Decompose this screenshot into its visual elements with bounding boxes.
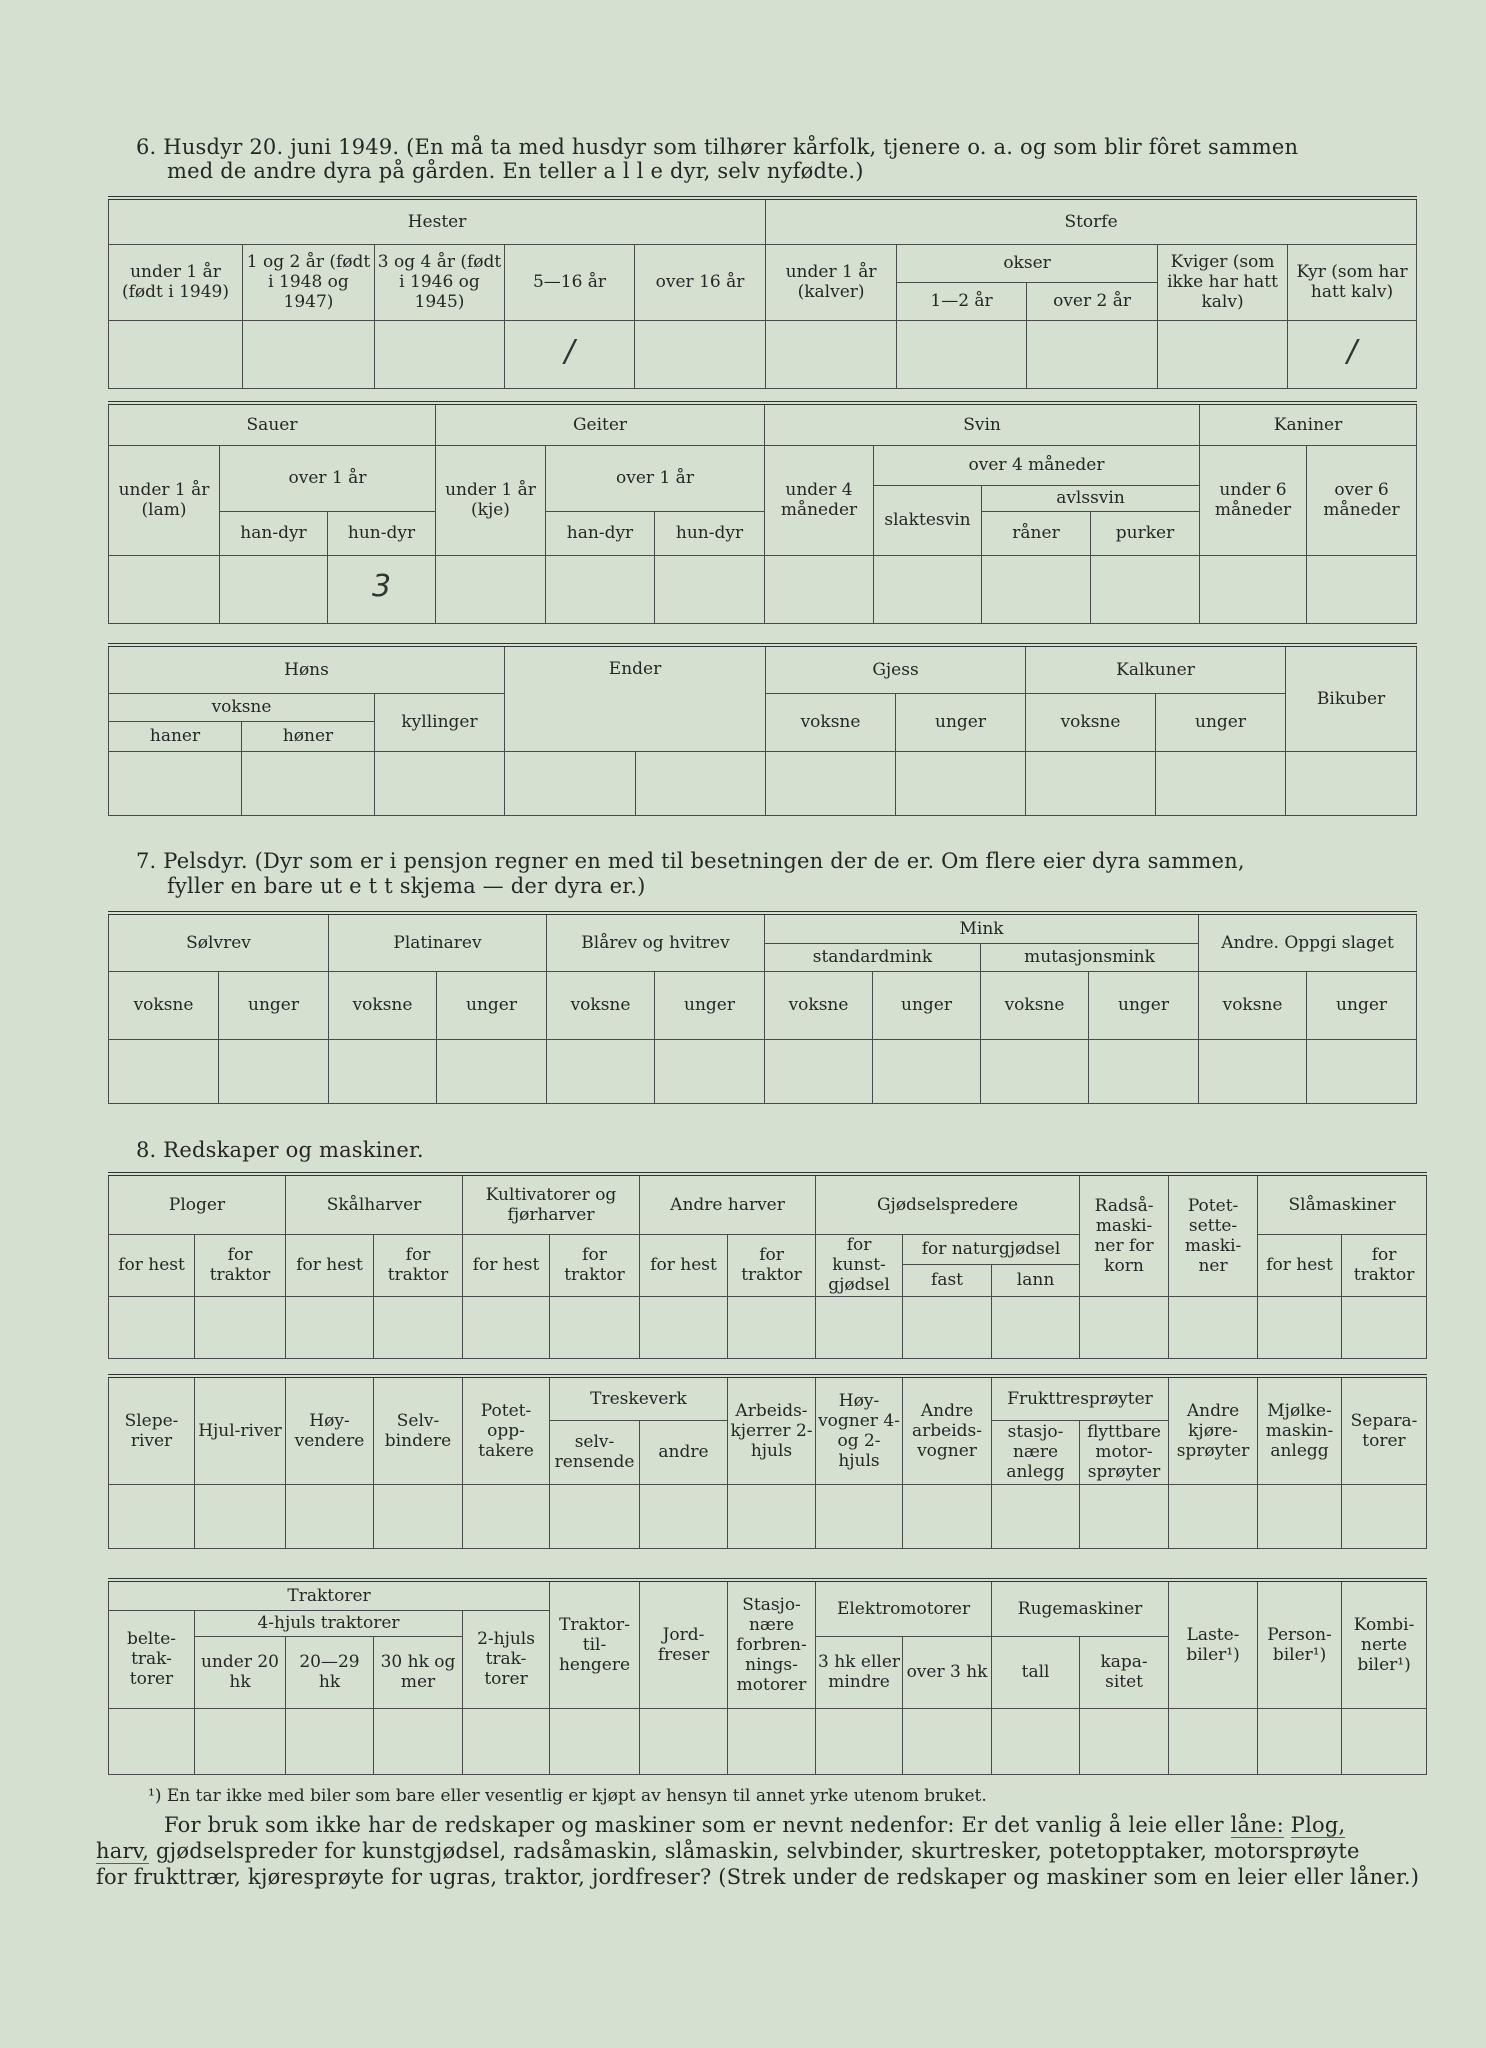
col-sau-hundyr: hun-dyr <box>328 511 436 555</box>
col-separatorer: Separa-torer <box>1342 1376 1427 1484</box>
cell[interactable] <box>640 1296 728 1358</box>
cell[interactable] <box>505 751 636 815</box>
section-6-line-2: med de andre dyra på gården. En teller a l l e dyr, selv nyfødte.) <box>167 159 864 183</box>
cell[interactable] <box>981 1039 1089 1103</box>
footnote: ¹) En tar ikke med biler som bare eller vesentlig er kjøpt av hensyn til annet yrke utenom bruket. <box>148 1786 987 1806</box>
col-hest-5-16: 5—16 år <box>505 244 635 320</box>
header-blarev: Blårev og hvitrev <box>547 913 765 971</box>
header-treskeverk: Treskeverk <box>550 1376 728 1420</box>
col-sleperiver: Slepe-river <box>109 1376 195 1484</box>
col-30-hk: 30 hk og mer <box>374 1636 463 1708</box>
table-hester-storfe <box>108 196 1417 389</box>
col-voksne: voksne <box>547 971 655 1039</box>
cell[interactable] <box>374 1484 463 1548</box>
section-8-title: 8. Redskaper og maskiner. <box>136 1138 424 1162</box>
col-personbiler: Person-biler¹) <box>1258 1580 1342 1708</box>
col-selvrensende: selv-rensende <box>550 1420 640 1484</box>
cell[interactable] <box>765 1039 873 1103</box>
cell[interactable] <box>874 555 982 623</box>
col-hest-over-16: over 16 år <box>635 244 766 320</box>
col-voksne: voksne <box>329 971 437 1039</box>
cell[interactable] <box>463 1708 550 1774</box>
cell[interactable] <box>992 1296 1080 1358</box>
col-tall: tall <box>992 1636 1080 1708</box>
table-sauer-geiter-svin-kaniner <box>108 401 1417 624</box>
cell[interactable] <box>109 1484 195 1548</box>
header-mink: Mink <box>765 913 1199 943</box>
col-kyllinger: kyllinger <box>375 693 505 751</box>
cell[interactable] <box>1026 751 1156 815</box>
cell[interactable] <box>550 1708 640 1774</box>
cell[interactable] <box>1027 320 1158 388</box>
header-over-4: over 4 måneder <box>874 445 1200 485</box>
header-okser: okser <box>897 244 1158 282</box>
col-kalver: under 1 år (kalver) <box>766 244 897 320</box>
cell[interactable] <box>728 1296 816 1358</box>
cell[interactable] <box>437 1039 547 1103</box>
col-geit-handyr: han-dyr <box>546 511 655 555</box>
cell[interactable] <box>436 555 546 623</box>
col-for-traktor: for traktor <box>374 1234 463 1296</box>
cell[interactable] <box>219 1039 329 1103</box>
col-raner: råner <box>982 511 1091 555</box>
cell[interactable] <box>286 1484 374 1548</box>
cell[interactable] <box>1258 1484 1342 1548</box>
col-lastebiler: Laste-biler¹) <box>1169 1580 1258 1708</box>
cell[interactable] <box>463 1484 550 1548</box>
handwritten-number: 3 <box>371 569 392 604</box>
cell[interactable] <box>242 751 375 815</box>
col-unger: unger <box>655 971 765 1039</box>
cell[interactable] <box>374 1708 463 1774</box>
col-andre-arbeidsvogner: Andre arbeids-vogner <box>903 1376 992 1484</box>
col-for-hest: for hest <box>286 1234 374 1296</box>
cell[interactable] <box>375 320 505 388</box>
col-unger: unger <box>1307 971 1417 1039</box>
closing-text-2: gjødselspreder for kunstgjødsel, radsåmaskin, slåmaskin, selvbinder, skurtresker, potetopptaker, motorsprøyte <box>149 1839 1360 1863</box>
col-gjess-voksne: voksne <box>766 693 896 751</box>
table-redskaper-1 <box>108 1172 1427 1359</box>
col-for-hest: for hest <box>640 1234 728 1296</box>
col-for-kunstgjodsel: for kunst-gjødsel <box>816 1234 903 1296</box>
cell[interactable] <box>109 1039 219 1103</box>
closing-line-2 <box>96 1838 1360 1865</box>
col-for-hest: for hest <box>109 1234 195 1296</box>
col-lam: under 1 år (lam) <box>109 445 220 555</box>
cell[interactable] <box>329 1039 437 1103</box>
closing-line-3: for frukttrær, kjøresprøyte for ugras, traktor, jordfreser? (Strek under de redskaper og maskiner som en leier eller låner.) <box>96 1865 1420 1889</box>
header-sau-over-1: over 1 år <box>220 445 436 511</box>
col-lann: lann <box>992 1264 1080 1296</box>
col-tresk-andre: andre <box>640 1420 728 1484</box>
cell[interactable] <box>1258 1296 1342 1358</box>
col-purker: purker <box>1091 511 1200 555</box>
cell-sau-hundyr[interactable] <box>328 555 436 623</box>
col-slaktesvin: slaktesvin <box>874 485 982 555</box>
col-for-traktor: for traktor <box>195 1234 286 1296</box>
cell[interactable] <box>1169 1296 1258 1358</box>
col-gjess-unger: unger <box>896 693 1026 751</box>
cell[interactable] <box>195 1484 286 1548</box>
cell-kyr[interactable] <box>1288 320 1417 388</box>
col-for-hest: for hest <box>463 1234 550 1296</box>
col-under-20-hk: under 20 hk <box>195 1636 286 1708</box>
col-kviger: Kviger (som ikke har hatt kalv) <box>1158 244 1288 320</box>
cell[interactable] <box>1169 1708 1258 1774</box>
col-mjolkemaskinanlegg: Mjølke-maskin-anlegg <box>1258 1376 1342 1484</box>
handwritten-mark: / <box>564 334 575 369</box>
col-kombinerte-biler: Kombi-nerte biler¹) <box>1342 1580 1427 1708</box>
col-for-traktor: for traktor <box>728 1234 816 1296</box>
cell[interactable] <box>243 320 375 388</box>
col-kanin-over-6: over 6 måneder <box>1307 445 1417 555</box>
col-sau-handyr: han-dyr <box>220 511 328 555</box>
col-for-traktor: for traktor <box>1342 1234 1427 1296</box>
cell[interactable] <box>897 320 1027 388</box>
col-geit-hundyr: hun-dyr <box>655 511 765 555</box>
table-redskaper-2 <box>108 1374 1427 1549</box>
col-potetsettemaskiner: Potet-sette-maski-ner <box>1169 1174 1258 1296</box>
cell[interactable] <box>873 1039 981 1103</box>
col-forbrenningsmotorer: Stasjo-nære forbren-nings-motorer <box>728 1580 816 1708</box>
header-svin: Svin <box>765 403 1200 445</box>
cell[interactable] <box>286 1296 374 1358</box>
col-fast: fast <box>903 1264 992 1296</box>
cell[interactable] <box>109 320 243 388</box>
col-hest-1-2: 1 og 2 år (født i 1948 og 1947) <box>243 244 375 320</box>
col-beltetraktorer: belte-trak-torer <box>109 1610 195 1708</box>
cell[interactable] <box>1286 751 1417 815</box>
col-2-hjuls: 2-hjuls trak-torer <box>463 1610 550 1708</box>
cell[interactable] <box>1156 751 1286 815</box>
cell[interactable] <box>1307 555 1417 623</box>
cell[interactable] <box>1169 1484 1258 1548</box>
cell[interactable] <box>1199 1039 1307 1103</box>
cell[interactable] <box>195 1296 286 1358</box>
underlined-laane: låne: <box>1230 1813 1284 1837</box>
header-frukttresproyter: Frukttresprøyter <box>992 1376 1169 1420</box>
col-for-hest: for hest <box>1258 1234 1342 1296</box>
header-ploger: Ploger <box>109 1174 286 1234</box>
closing-line-1 <box>164 1812 1345 1839</box>
cell[interactable] <box>1342 1296 1427 1358</box>
col-honer: høner <box>242 721 375 751</box>
header-naturgjodsel: for naturgjødsel <box>903 1234 1080 1264</box>
cell[interactable] <box>374 1296 463 1358</box>
cell[interactable] <box>1091 555 1200 623</box>
cell[interactable] <box>816 1708 903 1774</box>
header-kalkuner: Kalkuner <box>1026 645 1286 693</box>
section-6-line-1: 6. Husdyr 20. juni 1949. (En må ta med husdyr som tilhører kårfolk, tjenere o. a. og som blir fôret sammen <box>136 135 1299 159</box>
cell[interactable] <box>1307 1039 1417 1103</box>
cell-hest-5-16[interactable] <box>505 320 635 388</box>
cell[interactable] <box>992 1708 1080 1774</box>
col-kanin-under-6: under 6 måneder <box>1200 445 1307 555</box>
header-sauer: Sauer <box>109 403 436 445</box>
cell[interactable] <box>766 320 897 388</box>
header-standardmink: standardmink <box>765 943 981 971</box>
header-traktorer: Traktorer <box>109 1580 550 1610</box>
section-7-line-1: 7. Pelsdyr. (Dyr som er i pensjon regner en med til besetningen der de er. Om flere eier dyra sammen, <box>136 849 1245 873</box>
header-kultivatorer: Kultivatorer og fjørharver <box>463 1174 640 1234</box>
col-stasjonaere-anlegg: stasjo-nære anlegg <box>992 1420 1080 1484</box>
table-fjorfe <box>108 643 1417 816</box>
col-unger: unger <box>873 971 981 1039</box>
cell[interactable] <box>109 555 220 623</box>
cell[interactable] <box>1080 1296 1169 1358</box>
col-hest-under-1: under 1 år (født i 1949) <box>109 244 243 320</box>
table-redskaper-3 <box>108 1578 1427 1775</box>
cell[interactable] <box>982 555 1091 623</box>
col-okser-over-2: over 2 år <box>1027 282 1158 320</box>
col-kalkun-voksne: voksne <box>1026 693 1156 751</box>
col-3-hk-mindre: 3 hk eller mindre <box>816 1636 903 1708</box>
col-traktortilhengere: Traktor-til-hengere <box>550 1580 640 1708</box>
cell[interactable] <box>640 1484 728 1548</box>
header-kaniner: Kaniner <box>1200 403 1417 445</box>
cell[interactable] <box>1080 1484 1169 1548</box>
col-for-traktor: for traktor <box>550 1234 640 1296</box>
col-flyttbare: flyttbare motor-sprøyter <box>1080 1420 1169 1484</box>
cell[interactable] <box>550 1296 640 1358</box>
handwritten-mark: / <box>1346 334 1358 369</box>
col-hest-3-4: 3 og 4 år (født i 1946 og 1945) <box>375 244 505 320</box>
col-20-29-hk: 20—29 hk <box>286 1636 374 1708</box>
header-ender <box>505 645 766 751</box>
header-4-hjuls: 4-hjuls traktorer <box>195 1610 463 1636</box>
col-voksne: voksne <box>981 971 1089 1039</box>
header-hons: Høns <box>109 645 505 693</box>
header-gjess: Gjess <box>766 645 1026 693</box>
cell[interactable] <box>109 1296 195 1358</box>
col-kyr: Kyr (som har hatt kalv) <box>1288 244 1417 320</box>
header-solvrev: Sølvrev <box>109 913 329 971</box>
col-voksne: voksne <box>765 971 873 1039</box>
section-7-line-2: fyller en bare ut e t t skjema — der dyra er.) <box>167 874 646 898</box>
cell[interactable] <box>640 1708 728 1774</box>
col-kapasitet: kapa-sitet <box>1080 1636 1169 1708</box>
cell[interactable] <box>1158 320 1288 388</box>
header-platinarev: Platinarev <box>329 913 547 971</box>
cell[interactable] <box>903 1708 992 1774</box>
col-voksne: voksne <box>1199 971 1307 1039</box>
cell[interactable] <box>655 1039 765 1103</box>
cell[interactable] <box>816 1296 903 1358</box>
cell[interactable] <box>903 1296 992 1358</box>
cell[interactable] <box>765 555 874 623</box>
col-voksne: voksne <box>109 971 219 1039</box>
cell[interactable] <box>728 1484 816 1548</box>
col-hoyvendere: Høy-vendere <box>286 1376 374 1484</box>
cell[interactable] <box>1200 555 1307 623</box>
cell[interactable] <box>636 751 766 815</box>
col-andre-kjoresproyter: Andre kjøre-sprøyter <box>1169 1376 1258 1484</box>
col-potetopptakere: Potet-opp-takere <box>463 1376 550 1484</box>
cell[interactable] <box>903 1484 992 1548</box>
header-andre-harver: Andre harver <box>640 1174 816 1234</box>
cell[interactable] <box>1342 1708 1427 1774</box>
header-elektromotorer: Elektromotorer <box>816 1580 992 1636</box>
col-over-3-hk: over 3 hk <box>903 1636 992 1708</box>
header-geiter: Geiter <box>436 403 765 445</box>
cell[interactable] <box>728 1708 816 1774</box>
header-hester: Hester <box>109 198 766 244</box>
cell[interactable] <box>1089 1039 1199 1103</box>
header-geit-over-1: over 1 år <box>546 445 765 511</box>
cell[interactable] <box>546 555 655 623</box>
header-mutasjonsmink: mutasjonsmink <box>981 943 1199 971</box>
col-unger: unger <box>1089 971 1199 1039</box>
cell[interactable] <box>550 1484 640 1548</box>
cell[interactable] <box>1080 1708 1169 1774</box>
cell[interactable] <box>463 1296 550 1358</box>
cell[interactable] <box>816 1484 903 1548</box>
header-andre-pelsdyr: Andre. Oppgi slaget <box>1199 913 1417 971</box>
cell[interactable] <box>195 1708 286 1774</box>
col-kalkun-unger: unger <box>1156 693 1286 751</box>
cell[interactable] <box>896 751 1026 815</box>
cell[interactable] <box>655 555 765 623</box>
col-hjulriver: Hjul-river <box>195 1376 286 1484</box>
header-avlssvin: avlssvin <box>982 485 1200 511</box>
ender-label: Ender <box>608 659 662 679</box>
col-kje: under 1 år (kje) <box>436 445 546 555</box>
col-selvbindere: Selv-bindere <box>374 1376 463 1484</box>
cell[interactable] <box>635 320 766 388</box>
col-hoyvogner: Høy-vogner 4- og 2-hjuls <box>816 1376 903 1484</box>
col-radsamaskiner: Radså-maski-ner for korn <box>1080 1174 1169 1296</box>
cell[interactable] <box>375 751 505 815</box>
underlined-harv: harv, <box>96 1839 150 1863</box>
col-okser-1-2: 1—2 år <box>897 282 1027 320</box>
col-haner: haner <box>109 721 242 751</box>
cell[interactable] <box>220 555 328 623</box>
cell[interactable] <box>286 1708 374 1774</box>
cell[interactable] <box>992 1484 1080 1548</box>
cell[interactable] <box>1342 1484 1427 1548</box>
cell[interactable] <box>109 751 242 815</box>
cell[interactable] <box>547 1039 655 1103</box>
header-gjodselspredere: Gjødselspredere <box>816 1174 1080 1234</box>
closing-text-1: For bruk som ikke har de redskaper og maskiner som er nevnt nedenfor: Er det vanlig å leie eller <box>164 1813 1231 1837</box>
header-hons-voksne: voksne <box>109 693 375 721</box>
cell[interactable] <box>109 1708 195 1774</box>
col-arbeidskjerrer: Arbeids-kjerrer 2-hjuls <box>728 1376 816 1484</box>
table-pelsdyr <box>108 911 1417 1104</box>
cell[interactable] <box>1258 1708 1342 1774</box>
col-bikuber: Bikuber <box>1286 645 1417 751</box>
col-svin-under-4: under 4 måneder <box>765 445 874 555</box>
cell[interactable] <box>766 751 896 815</box>
header-skalharver: Skålharver <box>286 1174 463 1234</box>
header-storfe: Storfe <box>766 198 1417 244</box>
header-rugemaskiner: Rugemaskiner <box>992 1580 1169 1636</box>
header-slamaskiner: Slåmaskiner <box>1258 1174 1427 1234</box>
col-unger: unger <box>219 971 329 1039</box>
col-jordfreser: Jord-freser <box>640 1580 728 1708</box>
col-unger: unger <box>437 971 547 1039</box>
underlined-plog: Plog, <box>1290 1813 1346 1837</box>
